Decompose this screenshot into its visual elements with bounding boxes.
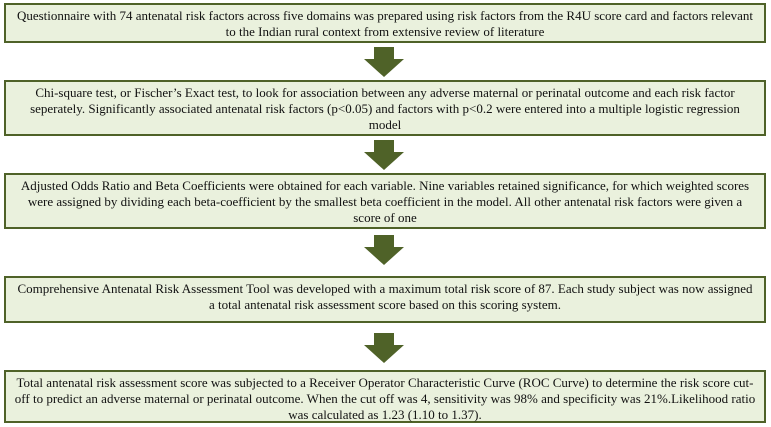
- step-4-text: Comprehensive Antenatal Risk Assessment Tool was developed with a maximum total risk score of 87. Each study subject was now assigned a total antenatal risk assessment score based on this scoring system.: [17, 281, 753, 312]
- down-arrow-icon: [364, 47, 404, 77]
- flowchart-step-2: [4, 80, 766, 136]
- down-arrow-icon: [364, 140, 404, 170]
- step-3-text: Adjusted Odds Ratio and Beta Coefficients were obtained for each variable. Nine variables retained significance, for which weighted scores were assigned by dividing each beta-coefficient by the smallest beta coefficient in the model. All other antenatal risk factors were given a score of one: [20, 178, 750, 225]
- flowchart-step-4: [4, 276, 766, 323]
- step-2-text: Chi-square test, or Fischer’s Exact test, to look for association between any adverse maternal or perinatal outcome and each risk factor seperately. Significantly associated antenatal risk factors (p<0.05) and factors with p<0.2 were entered into a multiple logistic regression model: [30, 85, 740, 132]
- step-5-text: Total antenatal risk assessment score was subjected to a Receiver Operator Characteristic Curve (ROC Curve) to determine the risk score cut-off to predict an adverse maternal or perinatal outcome. When the cut off was 4, sensitivity was 98% and specificity was 21%.Likelihood ratio was calculated as 1.23 (1.10 to 1.37).: [14, 375, 756, 422]
- flowchart-step-5: [4, 370, 766, 423]
- down-arrow-icon: [364, 333, 404, 363]
- step-1-text: Questionnaire with 74 antenatal risk factors across five domains was prepared using risk factors from the R4U score card and factors relevant to the Indian rural context from extensive review of literature: [16, 8, 754, 39]
- down-arrow-icon: [364, 235, 404, 265]
- flowchart-step-1: [4, 3, 766, 43]
- flowchart-step-3: [4, 173, 766, 229]
